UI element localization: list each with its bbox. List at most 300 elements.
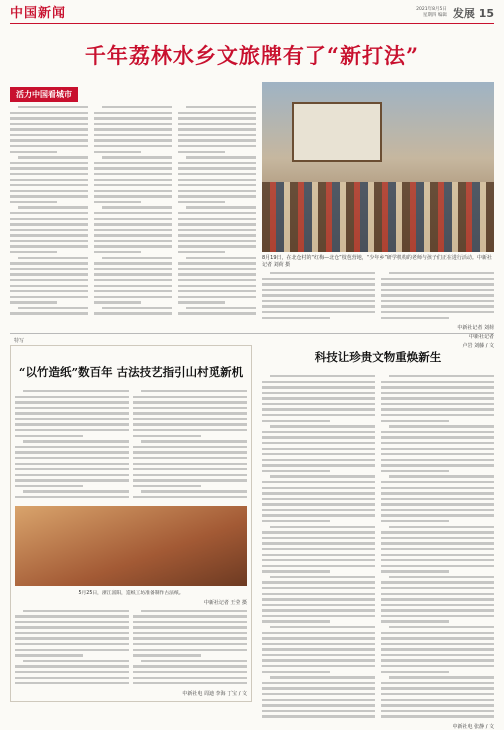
- text-line: [141, 660, 247, 662]
- page-headline: 千年荔林水乡文旅牌有了“新打法”: [84, 43, 420, 68]
- text-line: [15, 626, 129, 628]
- feature-tag: 特写: [14, 338, 25, 344]
- text-line: [381, 715, 494, 717]
- text-line: [381, 682, 494, 684]
- text-line: [94, 167, 172, 169]
- text-line: [94, 262, 172, 264]
- text-line: [133, 479, 247, 481]
- text-line: [10, 123, 88, 125]
- text-line: [94, 251, 141, 253]
- text-line: [262, 403, 375, 405]
- text-line: [381, 448, 494, 450]
- text-line: [18, 307, 88, 309]
- text-line: [262, 671, 330, 673]
- text-line: [18, 156, 88, 158]
- text-line: [262, 704, 375, 706]
- text-line: [102, 257, 172, 259]
- text-line: [133, 412, 247, 414]
- text-line: [94, 273, 172, 275]
- text-line: [10, 223, 88, 225]
- text-line: [15, 479, 129, 481]
- text-line: [133, 474, 247, 476]
- text-line: [381, 305, 494, 307]
- text-line: [262, 593, 375, 595]
- text-line: [381, 464, 494, 466]
- text-line: [381, 278, 494, 280]
- text-line: [18, 206, 88, 208]
- text-line: [94, 195, 172, 197]
- text-line: [381, 654, 494, 656]
- text-line: [10, 296, 88, 298]
- side-article: [262, 345, 494, 730]
- text-line: [381, 470, 449, 472]
- text-line: [389, 576, 494, 578]
- text-line: [381, 559, 494, 561]
- text-line: [270, 475, 375, 477]
- text-line: [133, 643, 247, 645]
- text-line: [262, 414, 375, 416]
- text-line: [15, 435, 83, 437]
- text-line: [381, 704, 494, 706]
- text-line: [381, 637, 494, 639]
- text-line: [381, 459, 494, 461]
- text-line: [381, 632, 494, 634]
- text-line: [186, 206, 256, 208]
- text-line: [381, 289, 494, 291]
- text-line: [10, 162, 88, 164]
- text-line: [10, 290, 88, 292]
- text-line: [381, 665, 494, 667]
- text-line: [18, 257, 88, 259]
- text-line: [94, 123, 172, 125]
- text-line: [94, 245, 172, 247]
- text-line: [15, 474, 129, 476]
- text-line: [381, 420, 449, 422]
- text-line: [10, 240, 88, 242]
- text-line: [262, 392, 375, 394]
- text-line: [262, 531, 375, 533]
- feature-byline: 中新社电 周迪 李海 丁宝 / 文: [182, 690, 247, 697]
- text-line: [381, 620, 449, 622]
- text-line: [141, 490, 247, 492]
- text-line: [133, 435, 201, 437]
- top-article-byline: 中新社记者 刘荷: [457, 325, 494, 332]
- issue-date-line-1: 2021年8月5日: [416, 7, 447, 12]
- text-line: [186, 106, 256, 108]
- text-line: [381, 414, 494, 416]
- text-line: [262, 687, 375, 689]
- text-line: [178, 162, 256, 164]
- text-line: [10, 173, 88, 175]
- text-line: [178, 128, 256, 130]
- text-line: [178, 117, 256, 119]
- text-line: [262, 643, 375, 645]
- feature-title: “以竹造纸”数百年 古法技艺指引山村觅新机: [18, 365, 244, 379]
- text-line: [381, 671, 449, 673]
- text-line: [133, 615, 247, 617]
- text-line: [94, 139, 172, 141]
- text-line: [381, 554, 494, 556]
- text-line: [10, 184, 88, 186]
- text-line: [94, 145, 172, 147]
- text-line: [270, 576, 375, 578]
- text-line: [178, 290, 256, 292]
- text-line: [10, 201, 57, 203]
- text-line: [381, 431, 494, 433]
- text-line: [94, 184, 172, 186]
- newspaper-logo: 中国新闻: [10, 6, 67, 21]
- text-line: [178, 167, 256, 169]
- text-line: [178, 285, 256, 287]
- text-line: [262, 565, 375, 567]
- text-line: [15, 429, 129, 431]
- text-line: [94, 179, 172, 181]
- continued-body: [262, 272, 494, 322]
- text-line: [262, 431, 375, 433]
- text-line: [10, 128, 88, 130]
- text-line: [10, 190, 88, 192]
- text-line: [94, 212, 172, 214]
- text-line: [178, 134, 256, 136]
- text-line: [133, 649, 247, 651]
- text-line: [178, 195, 256, 197]
- text-line: [262, 682, 375, 684]
- issue-date: [416, 7, 447, 19]
- feature-article: [10, 345, 252, 702]
- text-line: [389, 626, 494, 628]
- text-line: [10, 234, 88, 236]
- text-line: [381, 294, 494, 296]
- text-line: [381, 503, 494, 505]
- text-line: [94, 201, 141, 203]
- text-line: [262, 693, 375, 695]
- section-label: 发展 15: [452, 7, 494, 20]
- text-line: [94, 134, 172, 136]
- section-divider: [10, 333, 494, 334]
- text-line: [381, 710, 494, 712]
- text-line: [15, 485, 83, 487]
- text-line: [178, 184, 256, 186]
- text-line: [178, 223, 256, 225]
- papermaking-photo: [15, 506, 247, 586]
- text-line: [178, 145, 256, 147]
- text-line: [381, 687, 494, 689]
- text-line: [178, 173, 256, 175]
- text-line: [133, 463, 247, 465]
- text-line: [178, 251, 225, 253]
- text-line: [381, 531, 494, 533]
- text-line: [262, 487, 375, 489]
- text-line: [10, 151, 57, 153]
- text-line: [262, 598, 375, 600]
- side-article-byline: 中新社电 张静 / 文: [452, 723, 494, 730]
- text-line: [94, 285, 172, 287]
- text-line: [15, 682, 129, 684]
- text-line: [262, 542, 375, 544]
- text-line: [381, 498, 494, 500]
- text-line: [389, 425, 494, 427]
- text-line: [270, 272, 375, 274]
- text-line: [381, 615, 494, 617]
- text-line: [381, 643, 494, 645]
- text-line: [133, 429, 247, 431]
- photo-people: [262, 182, 494, 252]
- masthead-meta: [416, 5, 494, 21]
- text-line: [381, 565, 494, 567]
- feature-body-2: [15, 610, 247, 688]
- text-line: [15, 446, 129, 448]
- text-line: [94, 128, 172, 130]
- text-line: [262, 509, 375, 511]
- text-line: [262, 278, 375, 280]
- text-line: [178, 139, 256, 141]
- text-line: [178, 212, 256, 214]
- text-line: [10, 262, 88, 264]
- text-line: [178, 234, 256, 236]
- text-line: [10, 145, 88, 147]
- news-photo: [262, 82, 494, 252]
- text-line: [262, 305, 375, 307]
- text-line: [262, 386, 375, 388]
- text-line: [381, 598, 494, 600]
- text-line: [94, 279, 172, 281]
- text-line: [262, 481, 375, 483]
- text-line: [389, 526, 494, 528]
- text-line: [262, 397, 375, 399]
- text-line: [178, 151, 225, 153]
- photo-board: [292, 102, 382, 162]
- text-line: [133, 418, 247, 420]
- text-line: [262, 453, 375, 455]
- text-line: [262, 637, 375, 639]
- text-line: [262, 570, 330, 572]
- text-line: [133, 485, 201, 487]
- text-line: [381, 570, 449, 572]
- text-column: [133, 610, 247, 688]
- text-line: [381, 648, 494, 650]
- text-line: [133, 451, 247, 453]
- text-line: [178, 312, 256, 314]
- text-line: [10, 229, 88, 231]
- text-line: [133, 407, 247, 409]
- text-line: [270, 676, 375, 678]
- text-line: [15, 654, 83, 656]
- text-line: [133, 682, 247, 684]
- text-line: [15, 677, 129, 679]
- text-line: [262, 632, 375, 634]
- text-line: [10, 195, 88, 197]
- text-line: [133, 423, 247, 425]
- text-line: [381, 581, 494, 583]
- text-line: [10, 179, 88, 181]
- text-line: [133, 468, 247, 470]
- text-line: [15, 401, 129, 403]
- text-line: [94, 290, 172, 292]
- text-line: [262, 554, 375, 556]
- text-line: [178, 301, 225, 303]
- text-line: [15, 412, 129, 414]
- text-line: [94, 223, 172, 225]
- text-line: [262, 459, 375, 461]
- text-line: [262, 448, 375, 450]
- text-line: [94, 229, 172, 231]
- text-column: [178, 106, 256, 318]
- text-line: [102, 206, 172, 208]
- text-line: [15, 463, 129, 465]
- text-line: [178, 296, 256, 298]
- text-line: [381, 481, 494, 483]
- text-line: [10, 312, 88, 314]
- text-line: [94, 151, 141, 153]
- text-line: [10, 112, 88, 114]
- text-line: [381, 593, 494, 595]
- text-line: [381, 699, 494, 701]
- text-line: [15, 468, 129, 470]
- text-line: [381, 509, 494, 511]
- text-line: [262, 609, 375, 611]
- text-column: [94, 106, 172, 318]
- text-line: [94, 117, 172, 119]
- text-column: [15, 390, 129, 502]
- text-line: [94, 301, 141, 303]
- text-line: [262, 317, 330, 319]
- text-line: [262, 503, 375, 505]
- text-line: [381, 283, 494, 285]
- text-line: [133, 496, 247, 498]
- text-line: [381, 436, 494, 438]
- text-line: [262, 604, 375, 606]
- text-line: [133, 396, 247, 398]
- text-line: [262, 436, 375, 438]
- text-line: [10, 117, 88, 119]
- text-line: [178, 279, 256, 281]
- text-line: [178, 268, 256, 270]
- text-line: [381, 403, 494, 405]
- text-line: [178, 229, 256, 231]
- text-line: [381, 587, 494, 589]
- text-line: [381, 514, 494, 516]
- feature-body: [15, 390, 247, 502]
- text-column: [15, 610, 129, 688]
- text-line: [141, 440, 247, 442]
- side-article-body: [262, 375, 494, 721]
- text-line: [141, 610, 247, 612]
- text-line: [15, 621, 129, 623]
- text-line: [186, 257, 256, 259]
- text-line: [262, 581, 375, 583]
- text-line: [15, 496, 129, 498]
- text-line: [15, 637, 129, 639]
- text-line: [262, 408, 375, 410]
- text-line: [262, 559, 375, 561]
- text-line: [10, 251, 57, 253]
- text-line: [10, 285, 88, 287]
- text-line: [262, 514, 375, 516]
- top-article: [10, 82, 256, 322]
- text-line: [262, 548, 375, 550]
- text-line: [133, 654, 201, 656]
- text-line: [381, 397, 494, 399]
- text-line: [141, 390, 247, 392]
- text-line: [262, 289, 375, 291]
- text-line: [262, 615, 375, 617]
- text-line: [381, 300, 494, 302]
- text-line: [94, 268, 172, 270]
- text-line: [270, 626, 375, 628]
- text-line: [23, 440, 129, 442]
- text-line: [10, 268, 88, 270]
- text-line: [186, 307, 256, 309]
- text-line: [178, 273, 256, 275]
- text-line: [133, 677, 247, 679]
- text-line: [262, 537, 375, 539]
- text-line: [102, 106, 172, 108]
- masthead: [10, 4, 494, 24]
- text-line: [381, 604, 494, 606]
- text-line: [133, 626, 247, 628]
- text-column: [133, 390, 247, 502]
- text-line: [381, 693, 494, 695]
- text-line: [10, 212, 88, 214]
- text-line: [10, 134, 88, 136]
- text-line: [262, 699, 375, 701]
- text-line: [381, 542, 494, 544]
- text-line: [381, 392, 494, 394]
- text-line: [178, 201, 225, 203]
- text-line: [270, 375, 375, 377]
- text-line: [389, 272, 494, 274]
- text-line: [381, 442, 494, 444]
- top-article-byline-3: 卢岩 刘藤 / 文: [462, 343, 494, 350]
- text-line: [381, 537, 494, 539]
- text-line: [262, 311, 375, 313]
- text-line: [270, 526, 375, 528]
- text-line: [381, 381, 494, 383]
- text-line: [133, 446, 247, 448]
- text-line: [178, 190, 256, 192]
- text-line: [133, 671, 247, 673]
- text-line: [381, 408, 494, 410]
- text-line: [178, 240, 256, 242]
- text-line: [102, 156, 172, 158]
- text-line: [15, 418, 129, 420]
- photo-caption: 8月19日，在北仓村的“红梅—北仓”枝苞营地，“少年乡”研学机构的老师与孩子们正在进行活动。中新社记者 刘荷 摄: [262, 255, 492, 268]
- text-line: [15, 457, 129, 459]
- text-line: [133, 665, 247, 667]
- text-line: [23, 490, 129, 492]
- text-line: [23, 390, 129, 392]
- text-line: [94, 312, 172, 314]
- text-line: [186, 156, 256, 158]
- text-line: [94, 240, 172, 242]
- text-line: [381, 609, 494, 611]
- text-line: [262, 442, 375, 444]
- text-line: [15, 649, 129, 651]
- text-line: [15, 396, 129, 398]
- text-line: [381, 487, 494, 489]
- text-line: [262, 587, 375, 589]
- text-line: [94, 173, 172, 175]
- text-line: [381, 386, 494, 388]
- text-line: [381, 453, 494, 455]
- text-line: [15, 615, 129, 617]
- text-line: [94, 190, 172, 192]
- text-line: [133, 621, 247, 623]
- text-line: [94, 296, 172, 298]
- text-column: [381, 272, 494, 322]
- text-column: [262, 272, 375, 322]
- text-line: [133, 637, 247, 639]
